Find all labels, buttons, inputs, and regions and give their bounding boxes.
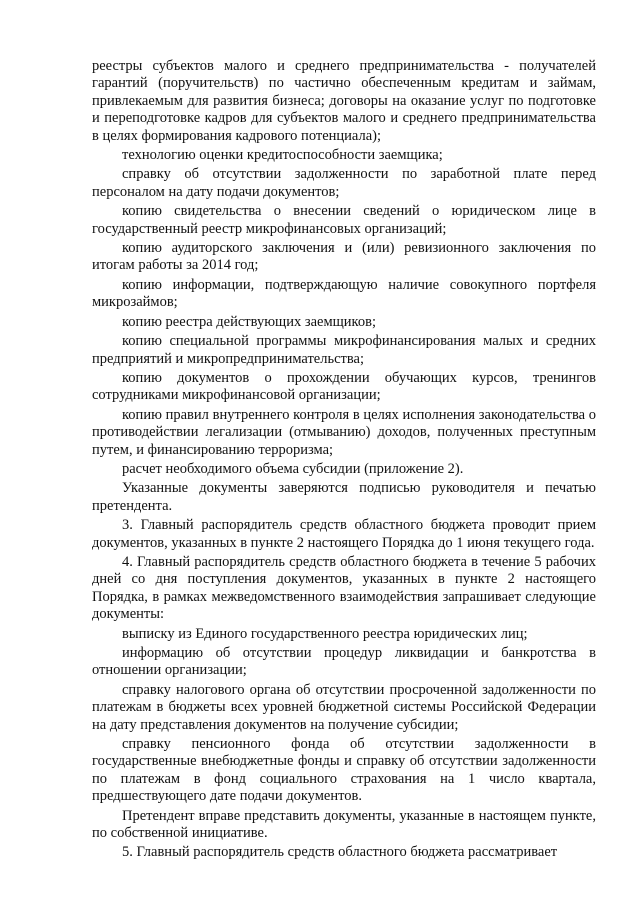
paragraph-registration-certificate: копию свидетельства о внесении сведений о юридическом лице в государственный реестр микрофинансовых организаций; (92, 203, 596, 237)
paragraph-credit-technology: технологию оценки кредитоспособности заемщика; (122, 147, 443, 164)
paragraph-section-3: 3. Главный распорядитель средств областного бюджета проводит прием документов, указанных в пункте 2 настоящего Порядка до 1 июня текущего года. (92, 517, 596, 551)
paragraph-training-documents: копию документов о прохождении обучающих курсов, тренингов сотрудниками микрофинансовой организации; (92, 369, 596, 404)
paragraph-section-4: 4. Главный распорядитель средств областного бюджета в течение 5 рабочих дней со дня поступления документов, указанных в пункте 2 настоящего Порядка, в рамках межведомственного взаимодействия запрашивает следующие документы: (92, 553, 596, 623)
paragraph-subsidy-calculation: расчет необходимого объема субсидии (приложение 2). (122, 460, 464, 477)
paragraph-egrul-extract: выписку из Единого государственного реестра юридических лиц; (122, 625, 528, 642)
paragraph-portfolio-info: копию информации, подтверждающую наличие совокупного портфеля микрозаймов; (92, 276, 596, 311)
paragraph-section-5: 5. Главный распорядитель средств областного бюджета рассматривает (122, 844, 558, 861)
paragraph-microfinance-program: копию специальной программы микрофинансирования малых и средних предприятий и микропредпринимательства; (92, 333, 596, 367)
paragraph-registry-list: реестры субъектов малого и среднего предпринимательства - получателей гарантий (поручительств) по частично обеспеченным кредитам и займам, привлекаемым для развития бизнеса; договоры на оказание услуг по подготовке и переподготовке кадров для субъектов малого и среднего предпринимательства в целях формирования кадрового потенциала); (92, 58, 596, 144)
paragraph-liquidation-info: информацию об отсутствии процедур ликвидации и банкротства в отношении организации; (92, 645, 596, 679)
paragraph-certification: Указанные документы заверяются подписью руководителя и печатью претендента. (92, 480, 596, 514)
paragraph-pension-fund-certificate: справку пенсионного фонда об отсутствии задолженности в государственные внебюджетные фонды и справку об отсутствии задолженности по платежам в фонд социального страхования на 1 число квартала, предшествующего дате подачи документов. (92, 736, 596, 805)
paragraph-borrowers-registry: копию реестра действующих заемщиков; (122, 313, 376, 330)
paragraph-audit-report: копию аудиторского заключения и (или) ревизионного заключения по итогам работы за 2014 год; (92, 240, 596, 274)
paragraph-internal-control-rules: копию правил внутреннего контроля в целях исполнения законодательства о противодействии легализации (отмыванию) доходов, полученных преступным путем, и финансированию терроризма; (92, 406, 596, 458)
paragraph-salary-debt-certificate: справку об отсутствии задолженности по заработной плате перед персоналом на дату подачи документов; (92, 166, 596, 200)
paragraph-tax-certificate: справку налогового органа об отсутствии просроченной задолженности по платежам в бюджеты всех уровней бюджетной системы Российской Федерации на дату представления документов на получение субсидии; (92, 681, 596, 733)
paragraph-applicant-initiative: Претендент вправе представить документы, указанные в настоящем пункте, по собственной инициативе. (92, 807, 596, 842)
